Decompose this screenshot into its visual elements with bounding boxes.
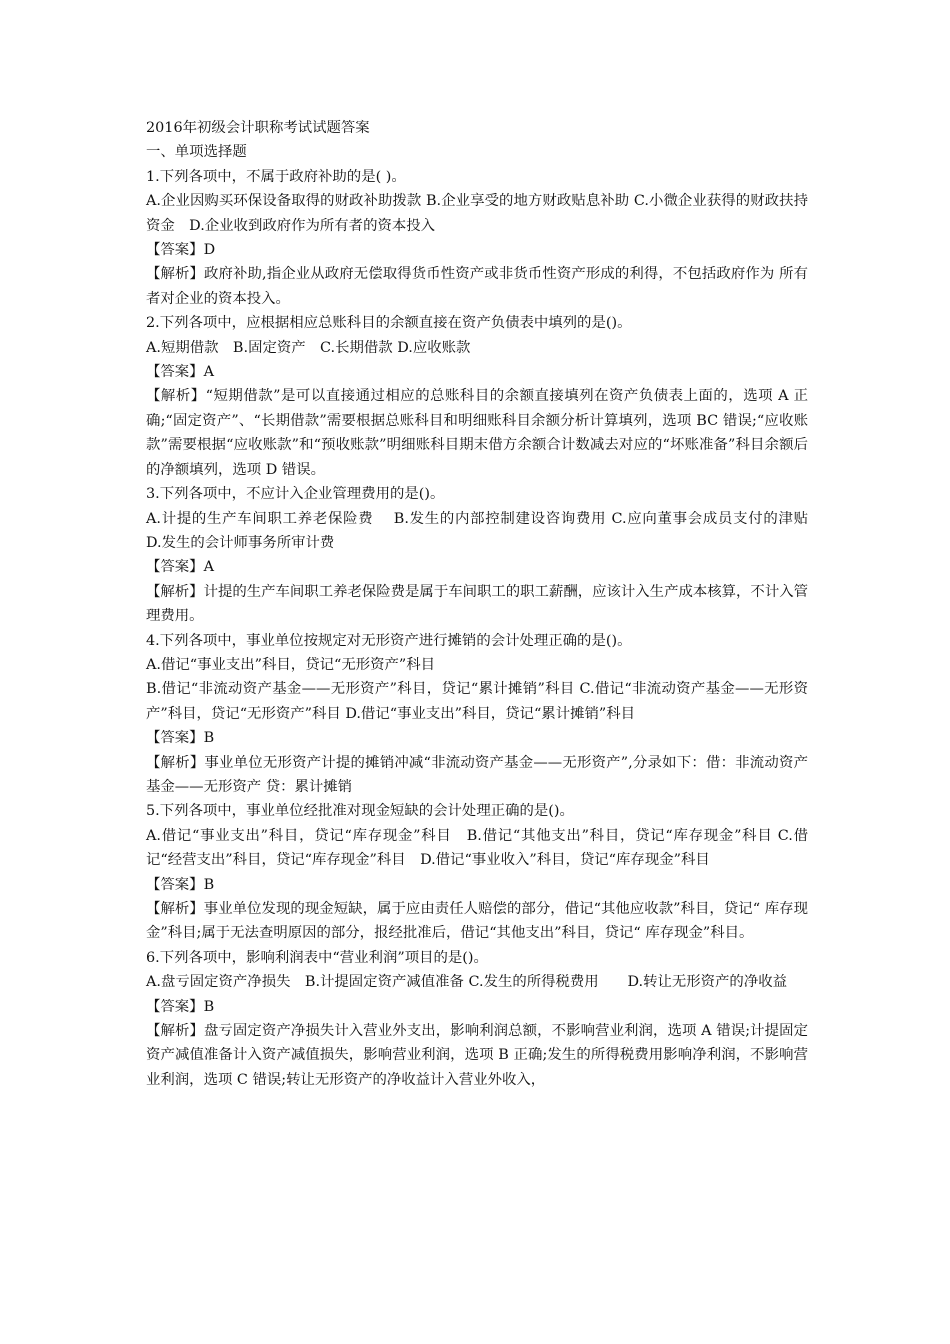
q3-answer: 【答案】A — [146, 559, 214, 576]
q1-options: A.企业因购买环保设备取得的财政补助拨款 B.企业享受的地方财政贴息补助 C.小微企业获得的财政扶持资金 D.企业收到政府作为所有者的资本投入 — [146, 193, 808, 234]
document-page — [146, 116, 837, 1092]
q4-options-bcd: B.借记“非流动资产基金——无形资产”科目，贷记“累计摊销”科目 C.借记“非流动资产基金——无形资产”科目，贷记“无形资产”科目 D.借记“事业支出”科目，贷记“累计摊销”科目 — [146, 681, 808, 722]
q6-explanation: 【解析】盘亏固定资产净损失计入营业外支出，影响利润总额，不影响营业利润，选项 A 错误;计提固定资产减值准备计入资产减值损失，影响营业利润，选项 B 正确;发生的所得税费用影响净利润，不影响营业利润，选项 C 错误;转让无形资产的净收益计入营业外收入， — [146, 1023, 808, 1088]
q2-answer: 【答案】A — [146, 364, 214, 381]
q1-stem: 1.下列各项中，不属于政府补助的是( )。 — [146, 168, 406, 185]
q6-options: A.盘亏固定资产净损失 B.计提固定资产减值准备 C.发生的所得税费用 D.转让无形资产的净收益 — [146, 974, 787, 991]
document-title: 2016年初级会计职称考试试题答案 — [146, 120, 370, 136]
q3-options: A.计提的生产车间职工养老保险费 B.发生的内部控制建设咨询费用 C.应向董事会成员支付的津贴 D.发生的会计师事务所审计费 — [146, 510, 837, 551]
q4-explanation: 【解析】事业单位无形资产计提的摊销冲减“非流动资产基金——无形资产”,分录如下：借：非流动资产基金——无形资产 贷：累计摊销 — [146, 754, 808, 795]
q6-stem: 6.下列各项中，影响利润表中“营业利润”项目的是()。 — [146, 949, 488, 966]
q4-stem: 4.下列各项中，事业单位按规定对无形资产进行摊销的会计处理正确的是()。 — [146, 632, 632, 649]
q5-options: A.借记“事业支出”科目，贷记“库存现金”科目 B.借记“其他支出”科目，贷记“库存现金”科目 C.借记“经营支出”科目，贷记“库存现金”科目 D.借记“事业收入”科目，贷记“库存现金”科目 — [146, 827, 808, 869]
q2-explanation: 【解析】“短期借款”是可以直接通过相应的总账科目的余额直接填列在资产负债表上面的，选项 A 正确;“固定资产”、“长期借款”需要根据总账科目和明细账科目余额分析计算填列，选项 BC 错误;“应收账款”需要根据“应收账款”和“预收账款”明细账科目期末借方余额合计数减去对应的“坏账准备”科目余额后的净额填列，选项 D 错误。 — [146, 388, 808, 478]
q4-answer: 【答案】B — [146, 730, 215, 747]
q4-option-a: A.借记“事业支出”科目，贷记“无形资产”科目 — [146, 656, 436, 673]
q2-stem: 2.下列各项中，应根据相应总账科目的余额直接在资产负债表中填列的是()。 — [146, 315, 632, 332]
q6-answer: 【答案】B — [146, 998, 215, 1015]
section-heading: 一、单项选择题 — [146, 144, 247, 161]
q1-answer: 【答案】D — [146, 242, 216, 259]
q1-explanation: 【解析】政府补助,指企业从政府无偿取得货币性资产或非货币性资产形成的利得，不包括政府作为 所有者对企业的资本投入。 — [146, 266, 808, 307]
q2-options: A.短期借款 B.固定资产 C.长期借款 D.应收账款 — [146, 339, 471, 356]
q3-stem: 3.下列各项中，不应计入企业管理费用的是()。 — [146, 486, 445, 503]
q5-stem: 5.下列各项中，事业单位经批准对现金短缺的会计处理正确的是()。 — [146, 803, 574, 820]
q5-explanation: 【解析】事业单位发现的现金短缺，属于应由责任人赔偿的部分，借记“其他应收款”科目，贷记“ 库存现金”科目;属于无法查明原因的部分，报经批准后，借记“其他支出”科目，贷记“ 库存现金”科目。 — [146, 901, 808, 942]
q3-explanation: 【解析】计提的生产车间职工养老保险费是属于车间职工的职工薪酬，应该计入生产成本核算，不计入管理费用。 — [146, 583, 808, 625]
q5-answer: 【答案】B — [146, 876, 215, 893]
